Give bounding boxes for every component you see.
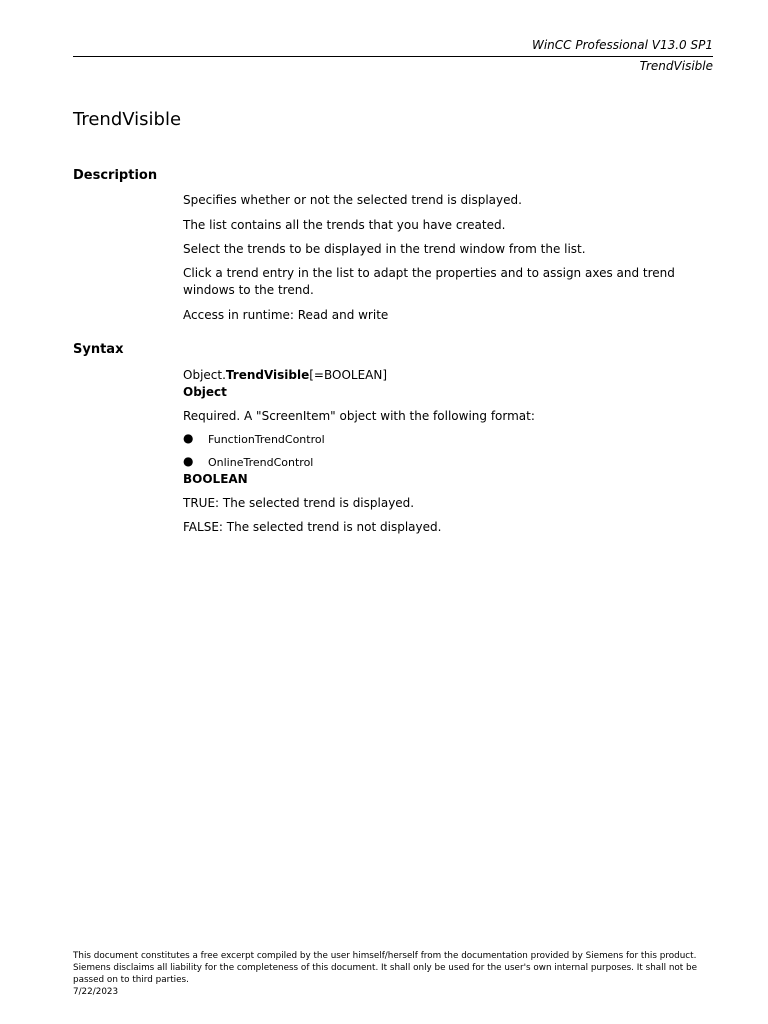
bullet-icon: ● [183, 454, 194, 468]
syntax-code [183, 367, 713, 384]
syntax-code-prefix: Object. [183, 368, 226, 382]
description-paragraph: Access in runtime: Read and write [183, 308, 389, 322]
object-format-item: FunctionTrendControl [208, 433, 325, 446]
syntax-code-property: TrendVisible [225, 368, 310, 382]
boolean-false-text: FALSE: The selected trend is not displayed. [183, 520, 442, 534]
syntax-heading: Syntax [73, 342, 124, 357]
description-paragraph: The list contains all the trends that you have created. [183, 218, 506, 232]
description-paragraph: Specifies whether or not the selected trend is displayed. [183, 193, 522, 207]
header-product: WinCC Professional V13.0 SP1 [531, 38, 713, 52]
header-divider [73, 56, 713, 57]
syntax-code-suffix: [=BOOLEAN] [309, 368, 388, 382]
object-format-item: OnlineTrendControl [208, 456, 314, 469]
object-required-text: Required. A "ScreenItem" object with the following format: [183, 409, 535, 423]
description-paragraph: Click a trend entry in the list to adapt the properties and to assign axes and trend windows to the trend. [183, 266, 675, 297]
description-heading: Description [73, 168, 158, 183]
page-title: TrendVisible [73, 109, 182, 130]
object-label: Object [183, 385, 227, 399]
boolean-label: BOOLEAN [183, 472, 248, 486]
bullet-icon: ● [183, 431, 194, 445]
boolean-true-text: TRUE: The selected trend is displayed. [183, 496, 415, 510]
footer-date: 7/22/2023 [73, 987, 119, 997]
footer-disclaimer: This document constitutes a free excerpt compiled by the user himself/herself from the documentation provided by Siemens for this product. Siemens disclaims all liability for the completeness of this document. It shall only be used for the user's own internal purposes. It shall not be passed on to third parties. [73, 951, 698, 985]
footer [73, 950, 715, 998]
description-paragraph: Select the trends to be displayed in the trend window from the list. [183, 242, 586, 256]
header-topic: TrendVisible [639, 59, 713, 73]
